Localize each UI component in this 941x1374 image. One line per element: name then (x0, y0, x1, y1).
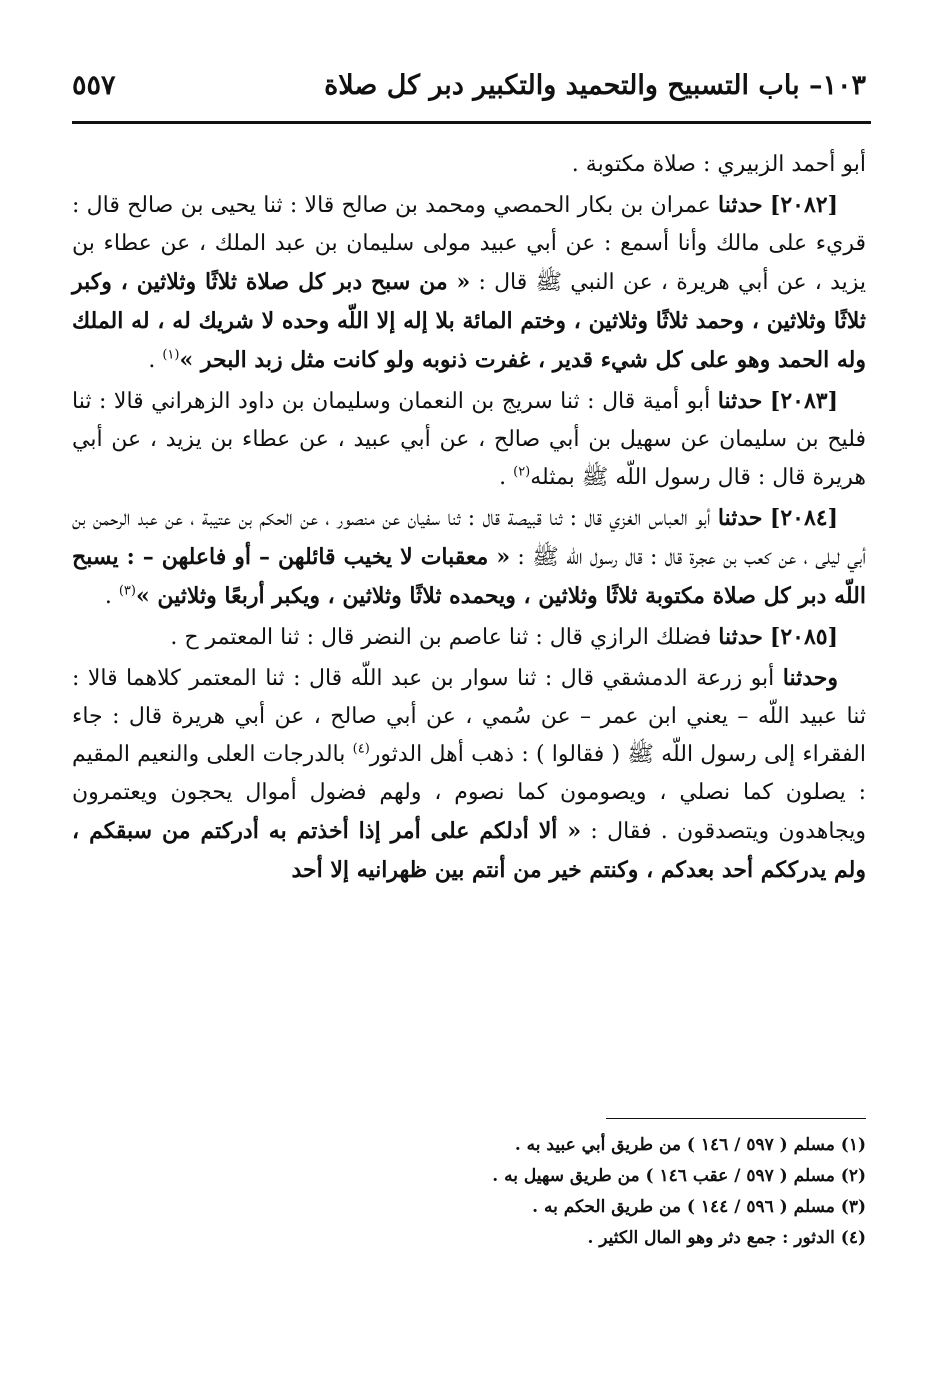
footnote-ref: (٣) (118, 583, 136, 599)
page-number: ٥٥٧ (72, 70, 116, 101)
hadith-2085 (72, 618, 866, 657)
footnote-ref: (١) (162, 347, 180, 363)
hadith-chain-continued: بالدرجات العلى والنعيم المقيم : يصلون كما نصلي ، ويصومون كما نصوم ، ولهم فضول أموال يحجون ويعتمرون ويجاهدون ويتصدقون . فقال : (72, 742, 867, 844)
hadith-2085-second-chain (72, 659, 866, 890)
hadith-chain: فضلك الرازي قال : ثنا عاصم بن النضر قال : ثنا المعتمر ح . (170, 625, 719, 650)
hadith-number: [٢٠٨٤] (769, 505, 838, 531)
hadith-tail: . (104, 584, 119, 609)
hadith-chain: أبو أمية قال : ثنا سريج بن النعمان وسليمان بن داود الزهراني قالا : ثنا فليح بن سليمان عن سهيل بن أبي صالح ، عن أبي عبيد ، عن عطاء بن يزيد ، عن أبي هريرة قال : قال رسول اللّه ﷺ بمثله (72, 389, 866, 490)
paragraph-intro (72, 146, 866, 184)
hadith-2082 (72, 186, 866, 380)
hadith-2083 (72, 382, 866, 497)
footnote-ref: (٤) (352, 741, 370, 757)
hadith-lead: حدثنا (718, 624, 763, 650)
footnote-4: (٤) الدثور : جمع دثر وهو المال الكثير . (587, 1228, 866, 1248)
footnote-2: (٢) مسلم ( ٥٩٧ / عقب ١٤٦ ) من طريق سهيل به . (492, 1166, 866, 1186)
hadith-chain: أبو زرعة الدمشقي قال : ثنا سوار بن عبد اللّه قال : ثنا المعتمر كلاهما قالا : ثنا عبيد اللّه – يعني ابن عمر – عن سُمي ، عن أبي صالح ، عن أبي هريرة قال : جاء الفقراء إلى رسول اللّه ﷺ ( فقالوا ) : ذهب أهل الدثور (72, 666, 866, 767)
hadith-lead: حدثنا (718, 192, 763, 218)
footnote-3: (٣) مسلم ( ٥٩٦ / ١٤٤ ) من طريق الحكم به . (532, 1197, 866, 1217)
footnote-1: (١) مسلم ( ٥٩٧ / ١٤٦ ) من طريق أبي عبيد به . (514, 1135, 866, 1155)
hadith-number: [٢٠٨٢] (769, 192, 838, 218)
header-rule (72, 121, 871, 124)
hadith-lead: حدثنا (717, 388, 763, 414)
footnote-ref: (٢) (513, 464, 531, 480)
hadith-matn: « ألا أدلكم على أمر إذا أخذتم به أدركتم من سبقكم ، ولم يدرككم أحد بعدكم ، وكنتم خير من أنتم بين ظهرانيه إلا أحد (72, 818, 866, 883)
intro-text: أبو أحمد الزبيري : صلاة مكتوبة . (571, 152, 866, 177)
hadith-2084 (72, 499, 866, 616)
hadith-number: [٢٠٨٥] (769, 624, 838, 650)
hadith-chain: أبو العباس الغزي قال : ثنا قبيصة قال : ثنا سفيان عن منصور ، عن الحكم بن عتيبة ، عن عبد الرحمن بن أبي ليلى ، عن كعب بن عجرة قال : قال رسول اللّه ﷺ : (72, 506, 867, 570)
hadith-lead: حدثنا (717, 505, 763, 531)
hadith-matn: « معقبات لا يخيب قائلهن – أو فاعلهن – : يسبح اللّه دبر كل صلاة مكتوبة ثلاثًا وثلاثين ، ويحمده ثلاثًا وثلاثين ، ويكبر أربعًا وثلاثين » (72, 544, 866, 609)
main-text (72, 146, 866, 892)
chapter-title: ١٠٣– باب التسبيح والتحميد والتكبير دبر كل صلاة (324, 70, 866, 101)
hadith-chain: عمران بن بكار الحمصي ومحمد بن صالح قالا : ثنا يحيى بن صالح قال : قريء على مالك وأنا أسمع : عن أبي عبيد مولى سليمان بن عبد الملك ، عن عطاء بن يزيد ، عن أبي هريرة ، عن النبي ﷺ قال : (72, 193, 867, 295)
hadith-tail: . (148, 348, 163, 373)
footnote-separator (606, 1118, 866, 1119)
hadith-lead: وحدثنا (782, 665, 838, 691)
hadith-matn: « من سبح دبر كل صلاة ثلاثًا وثلاثين ، وكبر ثلاثًا وثلاثين ، وحمد ثلاثًا وثلاثين ، وختم المائة بلا إله إلا اللّه وحده لا شريك له ، له الملك وله الحمد وهو على كل شيء قدير ، غفرت ذنوبه ولو كانت مثل زبد البحر » (72, 269, 866, 373)
footnotes (72, 1130, 866, 1254)
hadith-number: [٢٠٨٣] (769, 388, 838, 414)
hadith-tail: . (499, 465, 514, 490)
running-header (72, 70, 866, 110)
